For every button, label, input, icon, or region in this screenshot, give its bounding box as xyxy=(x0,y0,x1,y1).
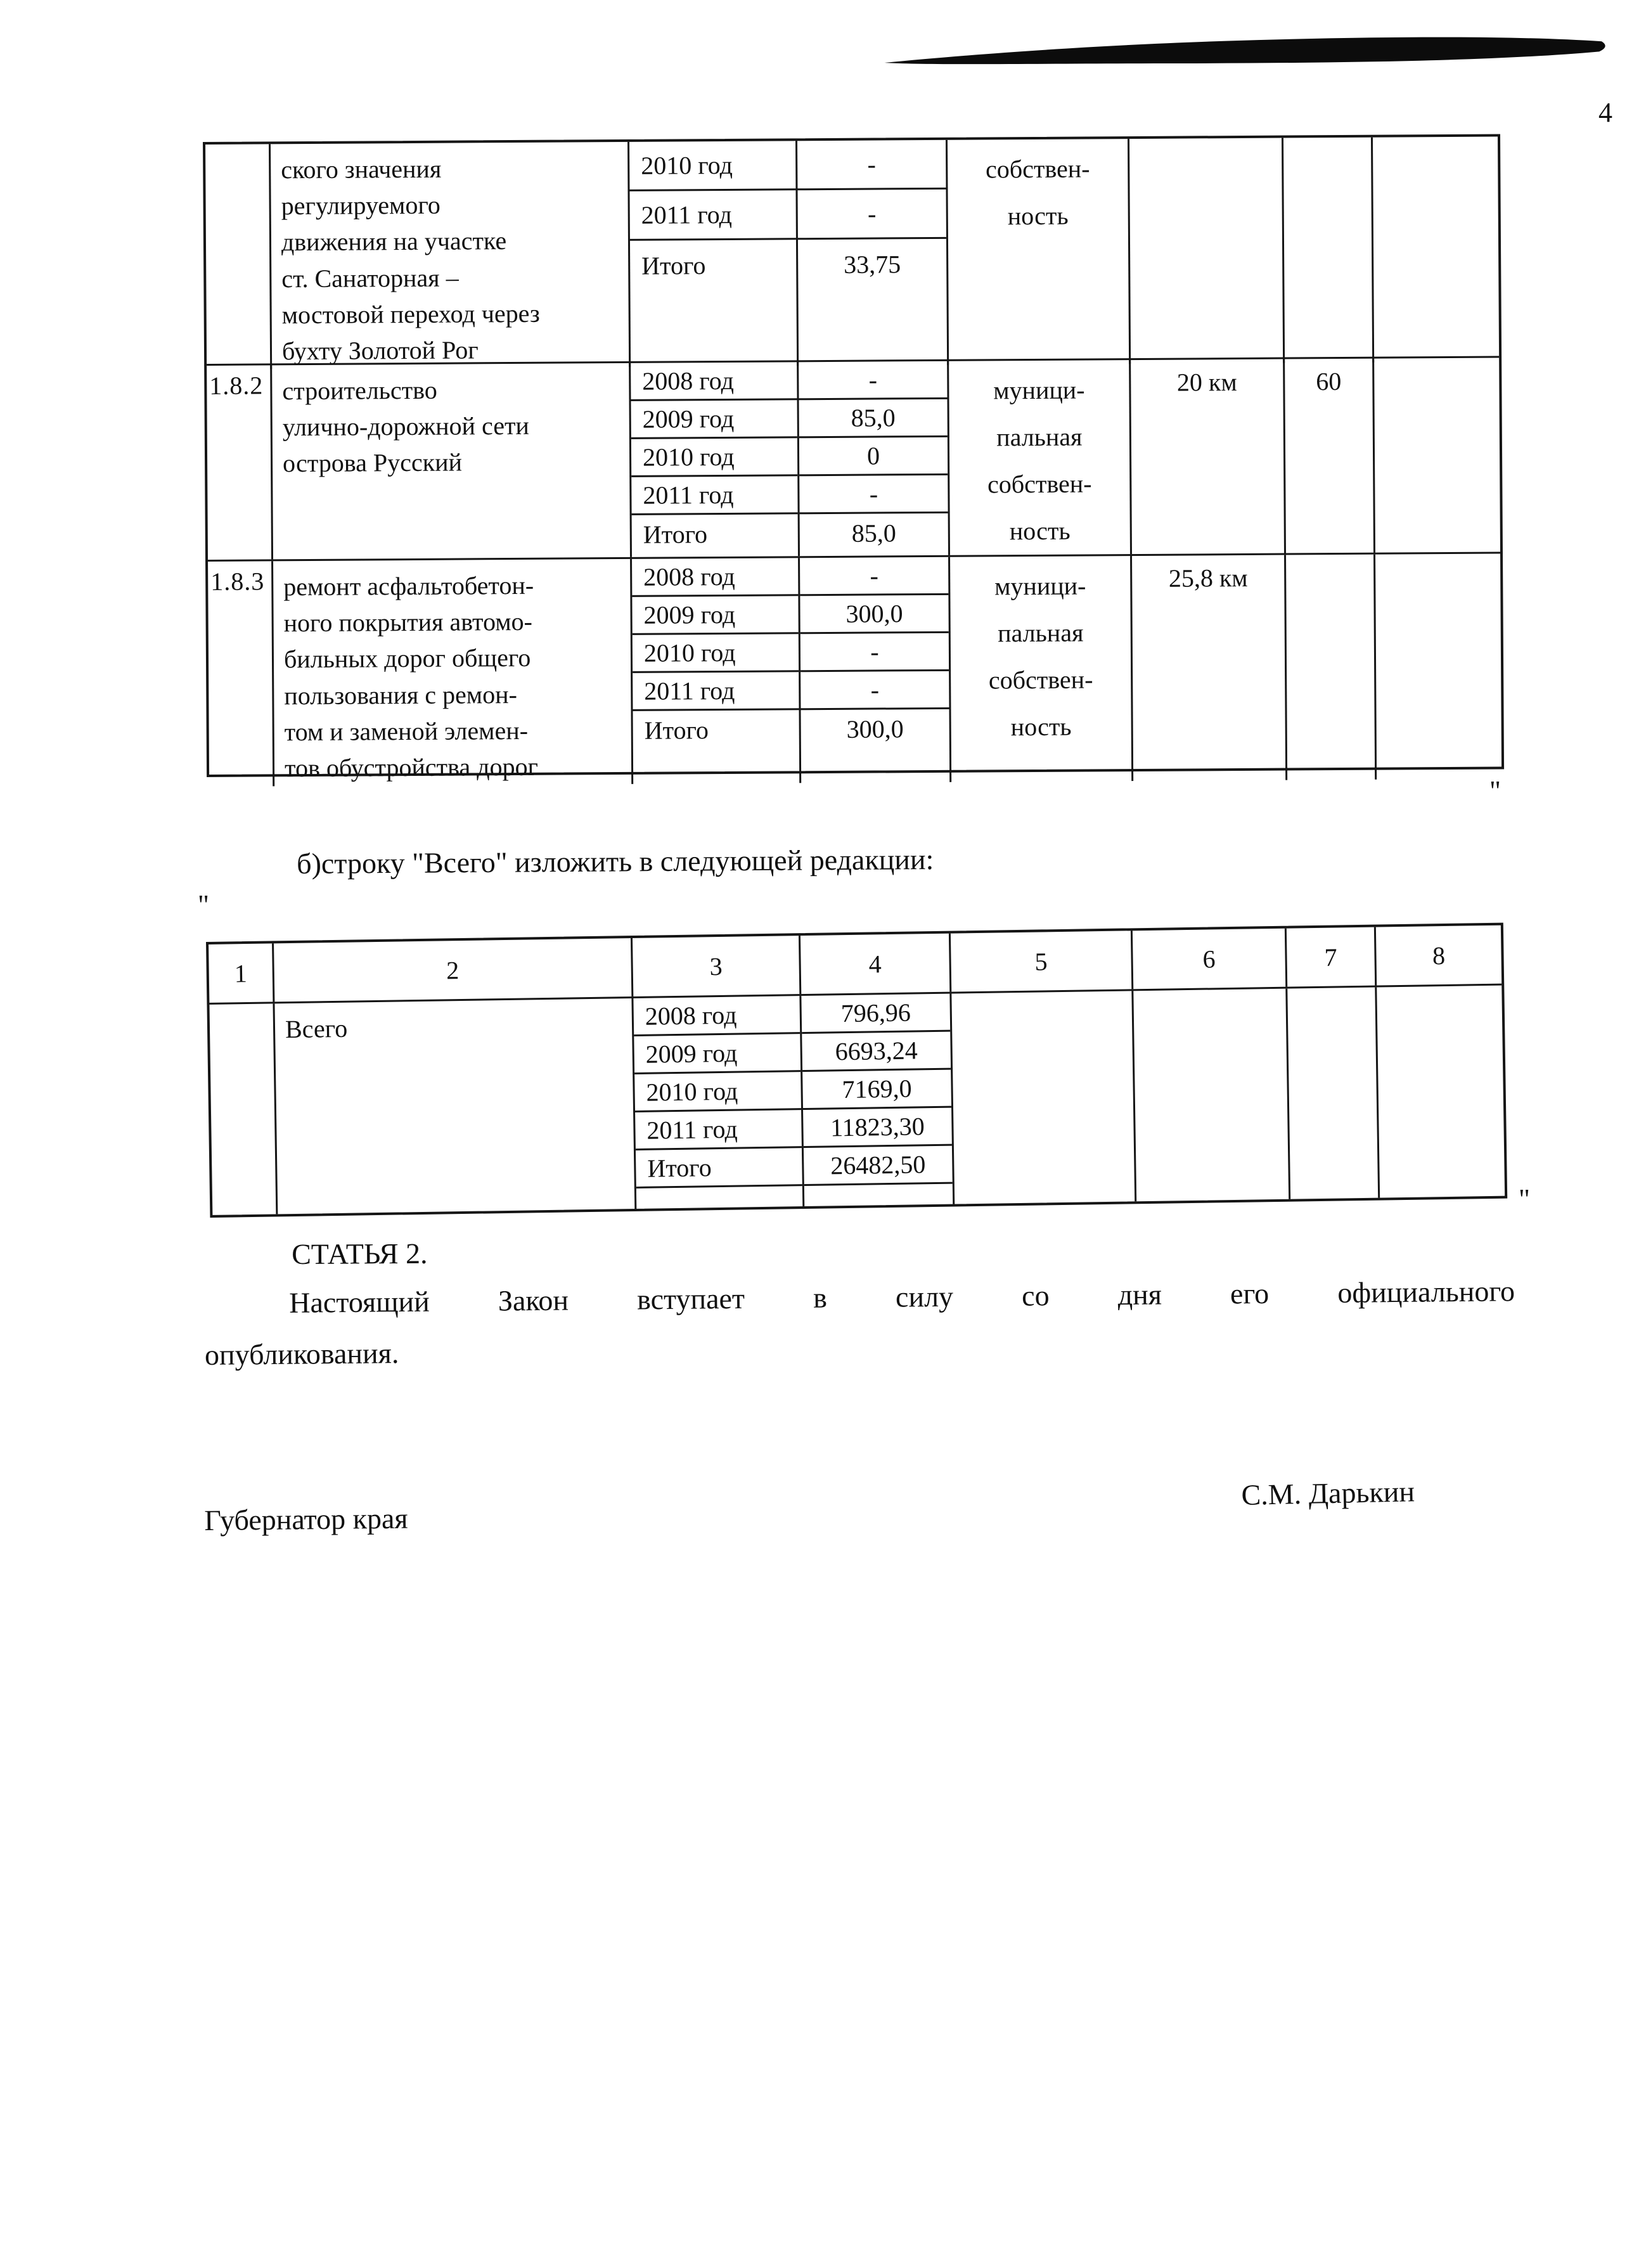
period-label: 2011 год xyxy=(635,1110,802,1150)
period-label: Итого xyxy=(641,250,706,280)
opening-quote-mark: " xyxy=(198,889,209,920)
article-body xyxy=(204,1274,1515,1372)
period-label: 2010 год xyxy=(634,1072,801,1112)
period-value-column xyxy=(797,361,948,556)
row-id: 1.8.3 xyxy=(210,567,265,596)
col-header: 5 xyxy=(949,931,1131,991)
closing-quote-mark: " xyxy=(1489,775,1501,806)
period-value-column xyxy=(798,557,949,783)
article-body-line2: опубликования. xyxy=(204,1337,399,1371)
period-label-column xyxy=(630,558,799,784)
period-label: 2009 год xyxy=(631,400,797,439)
empty-cell xyxy=(949,991,1135,1204)
col-header: 7 xyxy=(1285,927,1375,987)
row-id: 1.8.2 xyxy=(209,371,264,400)
ownership-cell: муници- пальная собствен- ность xyxy=(947,360,1130,555)
period-label: Итого xyxy=(636,1148,802,1189)
period-label: 2011 год xyxy=(631,476,797,515)
period-value-column xyxy=(795,140,947,366)
empty-cell xyxy=(1375,986,1505,1198)
period-label: Итого xyxy=(644,715,709,745)
page-number: 4 xyxy=(1598,97,1612,128)
col-header: 3 xyxy=(631,936,799,996)
period-value: - xyxy=(800,557,948,596)
ownership-cell: муници- пальная собствен- ность xyxy=(948,556,1131,782)
signature-name: С.М. Дарькин xyxy=(1241,1475,1415,1511)
col-header: 4 xyxy=(799,934,949,995)
row-description: ского значения регулируемого движения на участке ст. Санаторная – мостовой переход через бухту Золотой Рог xyxy=(269,142,629,370)
period-value-column xyxy=(799,994,953,1206)
empty-cell xyxy=(1373,554,1501,780)
empty-cell xyxy=(1372,358,1500,553)
vsego-table xyxy=(206,923,1507,1218)
table-row xyxy=(205,137,1499,364)
row-description: ремонт асфальтобетон- ного покрытия автомо- бильных дорог общего пользования с ремон- том и заменой элемен- тов обустройства дорог xyxy=(271,559,631,787)
amendment-b-line: б)строку "Всего" изложить в следующей редакции: xyxy=(297,842,934,880)
period-value: 26482,50 xyxy=(804,1146,953,1186)
article-body-line1: Настоящий Закон вступает в силу со дня его официального xyxy=(289,1275,1515,1319)
col-header: 6 xyxy=(1131,929,1285,989)
capacity-cell xyxy=(1282,138,1372,363)
empty-cell xyxy=(1371,137,1499,363)
period-label-column xyxy=(627,141,797,367)
row-id xyxy=(209,1003,276,1215)
capacity-cell: 60 xyxy=(1283,359,1373,553)
period-value: 0 xyxy=(799,437,948,476)
signature-title: Губернатор края xyxy=(204,1502,408,1537)
row-id xyxy=(205,144,270,370)
period-value: 6693,24 xyxy=(802,1032,951,1072)
period-value: 300,0 xyxy=(846,714,904,744)
row-label: Всего xyxy=(273,998,634,1214)
article-heading: СТАТЬЯ 2. xyxy=(292,1237,428,1270)
period-label: 2008 год xyxy=(633,996,800,1036)
period-value: - xyxy=(799,475,948,514)
col-header: 1 xyxy=(234,958,248,988)
table-row xyxy=(209,986,1505,1215)
period-value: 85,0 xyxy=(851,518,896,548)
period-label: 2010 год xyxy=(633,634,799,673)
period-label: 2009 год xyxy=(634,1034,800,1074)
period-value: 796,96 xyxy=(801,994,950,1034)
period-label: 2011 год xyxy=(633,672,799,711)
period-value: - xyxy=(800,633,949,672)
ownership-cell: собствен- ность xyxy=(946,139,1129,365)
length-cell xyxy=(1128,138,1283,364)
period-label: 2010 год xyxy=(629,141,795,191)
col-header: 8 xyxy=(1374,925,1501,986)
length-cell: 25,8 км xyxy=(1130,555,1285,782)
table-row xyxy=(208,552,1501,783)
program-table xyxy=(203,134,1504,783)
period-value: - xyxy=(797,190,946,240)
period-label-column xyxy=(629,362,798,557)
length-cell: 20 км xyxy=(1129,359,1284,554)
period-value: 300,0 xyxy=(800,595,948,634)
period-label: 2010 год xyxy=(631,438,797,477)
empty-cell xyxy=(1285,988,1378,1199)
table-row xyxy=(207,356,1500,560)
period-label: 2009 год xyxy=(632,596,798,635)
ink-smudge xyxy=(884,15,1610,79)
empty-cell xyxy=(1131,989,1289,1202)
period-value: 33,75 xyxy=(844,249,901,279)
period-value: - xyxy=(800,671,949,710)
period-value: 7169,0 xyxy=(802,1070,951,1110)
period-value: 11823,30 xyxy=(803,1108,952,1148)
period-label-column xyxy=(631,996,802,1209)
row-description: строительство улично-дорожной сети острова Русский xyxy=(270,363,630,559)
col-header: 2 xyxy=(272,938,631,1002)
period-label: 2008 год xyxy=(631,362,797,401)
period-value: - xyxy=(799,361,947,400)
period-label: 2008 год xyxy=(632,558,798,597)
period-label: Итого xyxy=(643,519,708,549)
capacity-cell xyxy=(1284,555,1375,780)
closing-quote-mark: " xyxy=(1519,1183,1530,1215)
period-value: 85,0 xyxy=(799,399,948,438)
period-value: - xyxy=(797,140,946,190)
period-label: 2011 год xyxy=(629,190,795,241)
